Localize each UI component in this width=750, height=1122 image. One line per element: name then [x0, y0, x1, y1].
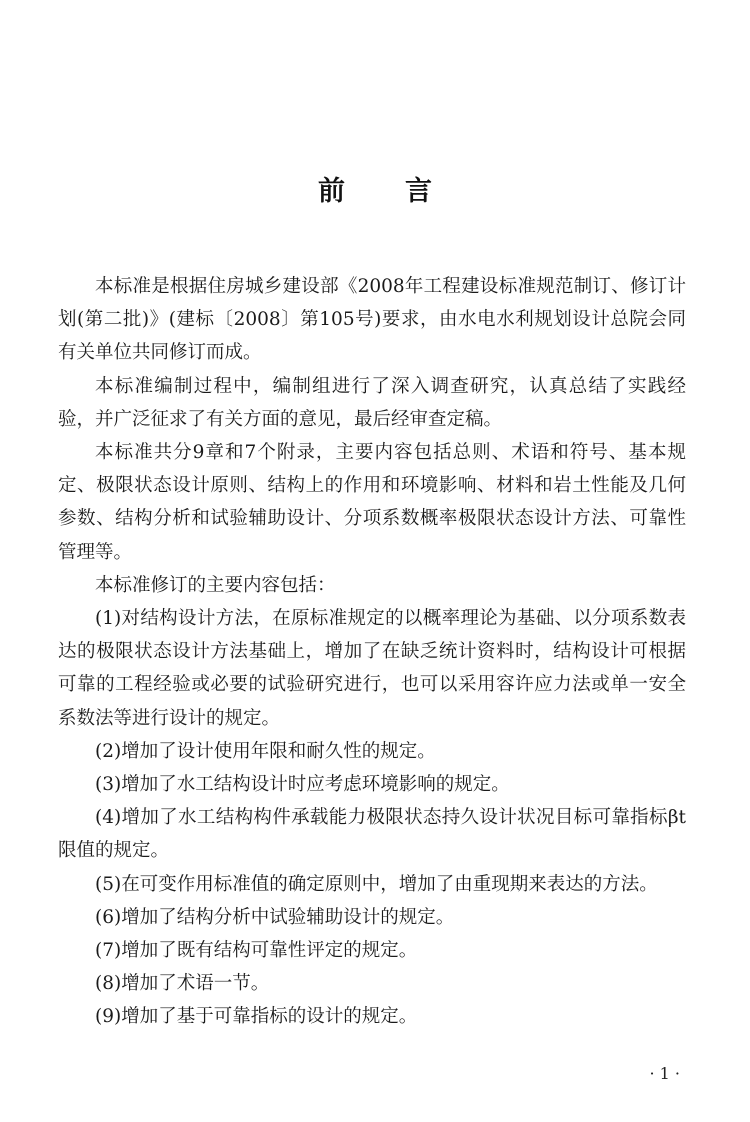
paragraph-basis: 本标准是根据住房城乡建设部《2008年工程建设标准规范制订、修订计划(第二批)》(建标〔2008〕第105号)要求，由水电水利规划设计总院会同有关单位共同修订而成。 — [58, 276, 686, 364]
paragraph-revision-intro: 本标准修订的主要内容包括： — [95, 574, 336, 596]
paragraph-contents: 本标准共分9章和7个附录，主要内容包括总则、术语和符号、基本规定、极限状态设计原则、结构上的作用和环境影响、材料和岩土性能及几何参数、结构分析和试验辅助设计、分项系数概率极限状态设计方法、可靠性管理等。 — [58, 442, 686, 563]
list-item-3: (3)增加了水工结构设计时应考虑环境影响的规定。 — [95, 774, 510, 796]
list-item-8: (8)增加了术语一节。 — [95, 973, 270, 995]
list-item-5: (5)在可变作用标准值的确定原则中，增加了由重现期来表达的方法。 — [95, 873, 658, 895]
list-item-6: (6)增加了结构分析中试验辅助设计的规定。 — [95, 906, 455, 928]
page-title: 前言 — [318, 176, 492, 207]
list-item-9: (9)增加了基于可靠指标的设计的规定。 — [95, 1006, 418, 1028]
page-number: · 1 · — [649, 1064, 680, 1083]
list-item-2: (2)增加了设计使用年限和耐久性的规定。 — [95, 740, 436, 762]
paragraph-process: 本标准编制过程中，编制组进行了深入调查研究，认真总结了实践经验，并广泛征求了有关方面的意见，最后经审查定稿。 — [58, 375, 686, 430]
list-item-7: (7)增加了既有结构可靠性评定的规定。 — [95, 940, 418, 962]
list-item-4: (4)增加了水工结构构件承载能力极限状态持久设计状况目标可靠指标βt限值的规定。 — [58, 807, 686, 862]
list-item-1: (1)对结构设计方法，在原标准规定的以概率理论为基础、以分项系数表达的极限状态设计方法基础上，增加了在缺乏统计资料时，结构设计可根据可靠的工程经验或必要的试验研究进行，也可以采用容许应力法或单一安全系数法等进行设计的规定。 — [58, 608, 686, 729]
preface-body — [58, 270, 686, 1034]
